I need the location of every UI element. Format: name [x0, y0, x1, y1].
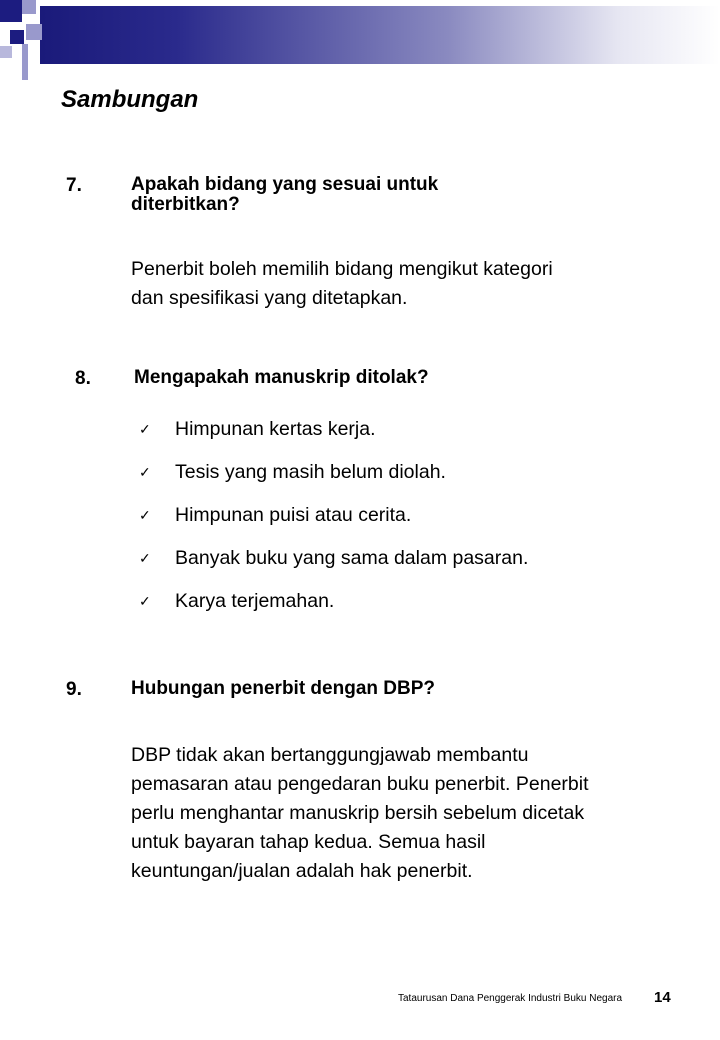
answer-text: DBP tidak akan bertanggungjawab membantu pemasaran atau pengedaran buku penerbit. Penerbit perlu menghantar manuskrip bersih sebelum dicetak untuk bayaran tahap kedua. Semua hasil keuntungan/jualan adalah hak penerbit.: [131, 744, 589, 882]
checkmark-icon: ✓: [139, 593, 151, 609]
page-number: 14: [654, 989, 671, 1006]
footer-text: Tataurusan Dana Penggerak Industri Buku Negara: [398, 993, 623, 1004]
question-text: Mengapakah manuskrip ditolak?: [134, 367, 429, 388]
list-item: ✓ Tesis yang masih belum diolah.: [139, 461, 446, 483]
page-title: Sambungan: [61, 86, 199, 113]
list-item: ✓ Banyak buku yang sama dalam pasaran.: [139, 547, 529, 569]
list-item: ✓ Himpunan kertas kerja.: [139, 418, 376, 440]
checkmark-icon: ✓: [139, 507, 151, 523]
header-banner: [40, 6, 720, 64]
decor-square-dark: [0, 0, 22, 22]
reasons-list: [139, 418, 528, 633]
question-number: 9.: [66, 679, 82, 700]
question-number: 8.: [75, 368, 91, 389]
question-number: 7.: [66, 175, 82, 196]
checkmark-icon: ✓: [139, 421, 151, 437]
decor-square-light: [22, 0, 36, 14]
decor-bar: [22, 44, 28, 80]
list-item: ✓ Karya terjemahan.: [139, 590, 335, 612]
question-text: Apakah bidang yang sesuai untuk diterbitkan?: [131, 174, 439, 215]
checkmark-icon: ✓: [139, 550, 151, 566]
list-item: ✓ Himpunan puisi atau cerita.: [139, 504, 412, 526]
checkmark-icon: ✓: [139, 464, 151, 480]
decor-square-light: [26, 24, 42, 40]
answer-text: Penerbit boleh memilih bidang mengikut kategori dan spesifikasi yang ditetapkan.: [131, 258, 553, 309]
decor-square-light: [0, 46, 12, 58]
decor-square-dark: [10, 30, 24, 44]
question-text: Hubungan penerbit dengan DBP?: [131, 678, 435, 699]
